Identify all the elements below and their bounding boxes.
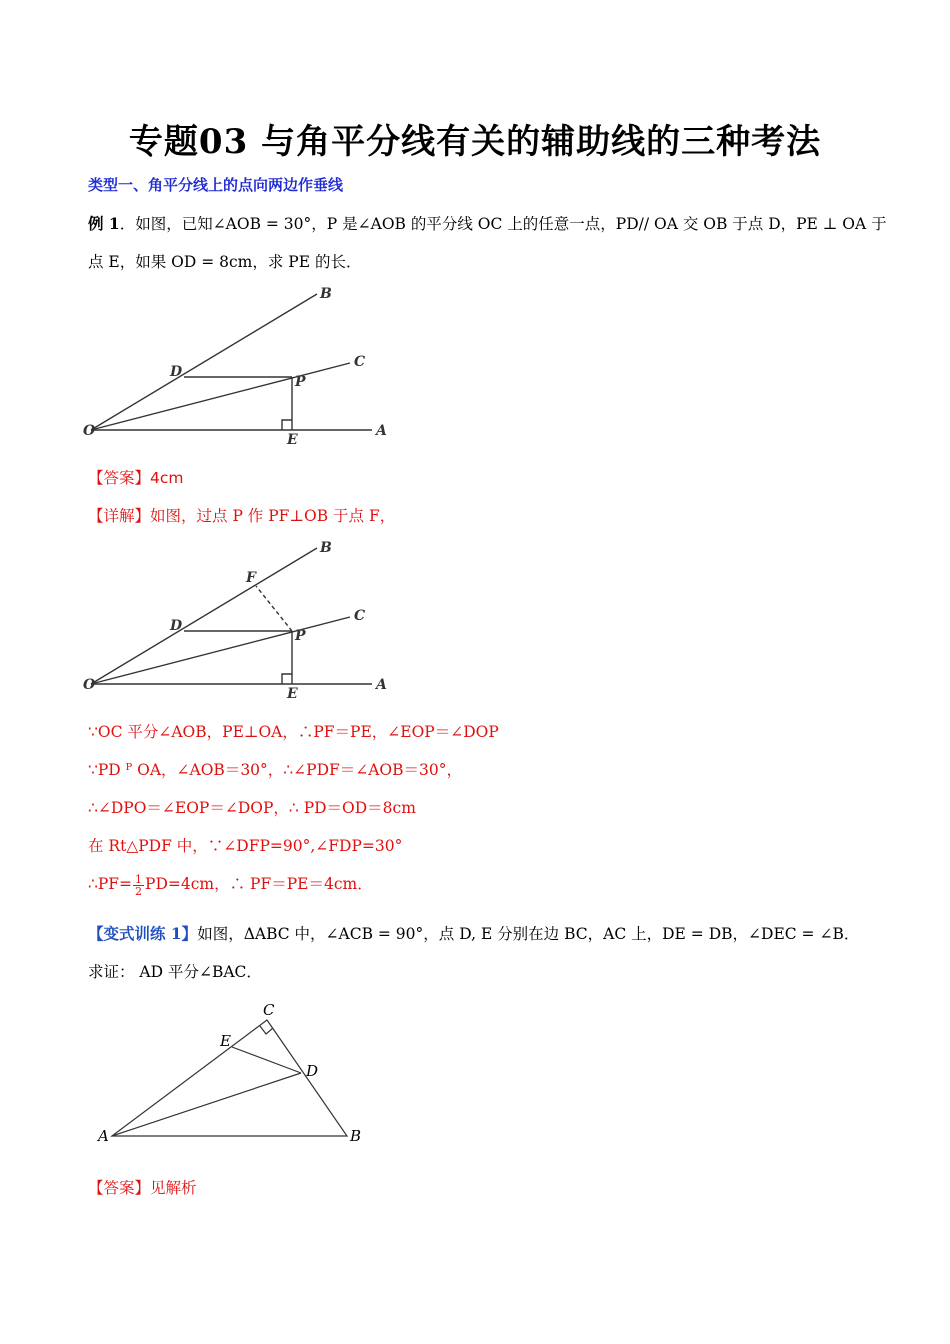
label-c: C	[263, 1001, 275, 1019]
page-title: 专题03 与角平分线有关的辅助线的三种考法	[128, 122, 822, 162]
label-d: D	[170, 618, 183, 634]
proof-line-2: ∵PD ᴾ OA，∠AOB＝30°，∴∠PDF＝∠AOB＝30°，	[88, 761, 463, 779]
figure-3	[92, 996, 382, 1156]
answer-1	[88, 466, 184, 488]
fraction-numerator: 1	[135, 872, 143, 886]
label-a: A	[376, 677, 387, 693]
label-a: A	[376, 423, 387, 439]
label-c: C	[354, 354, 366, 370]
detail-tag: 【详解】	[88, 507, 151, 525]
example-1-line-2: 点 E，如果 OD = 8cm，求 PE 的长．	[88, 253, 362, 271]
fraction-denominator: 2	[135, 884, 143, 898]
label-p: P	[295, 628, 306, 644]
label-b: B	[350, 1127, 362, 1145]
label-f: F	[246, 570, 256, 586]
label-d: D	[306, 1062, 319, 1080]
label-p: P	[295, 374, 306, 390]
detail-text: 如图，过点 P 作 PF⊥OB 于点 F，	[150, 507, 396, 525]
variant-1-line-1	[88, 922, 859, 944]
fraction-one-half	[133, 874, 144, 897]
variant-tag: 【变式训练 1】	[88, 924, 198, 943]
label-e: E	[220, 1032, 231, 1050]
answer-tag: 【答案】	[88, 1179, 151, 1197]
answer-value: 4cm	[150, 469, 184, 487]
ray-ob	[91, 548, 317, 684]
right-angle-mark	[282, 674, 292, 684]
variant-1-line-2: 求证： AD 平分∠BAC．	[88, 963, 262, 981]
example-1-line-1	[88, 212, 887, 234]
answer-2	[88, 1176, 197, 1198]
label-e: E	[287, 686, 298, 702]
right-angle-mark	[282, 420, 292, 430]
detail-line	[88, 504, 395, 526]
segment-ad	[112, 1073, 301, 1136]
label-b: B	[320, 286, 332, 302]
ray-oc	[91, 617, 350, 684]
label-b: B	[320, 540, 332, 556]
proof-line-5-pre: ∴PF=	[88, 875, 133, 893]
figure-2	[80, 534, 400, 704]
example-label: 例 1	[88, 214, 120, 233]
segment-pf-dashed	[256, 586, 292, 631]
label-o: O	[83, 423, 96, 439]
proof-line-5-post: PD=4cm，∴ PF＝PE＝4cm．	[145, 875, 373, 893]
proof-line-5	[88, 872, 373, 897]
section-heading: 类型一、角平分线上的点向两边作垂线	[88, 176, 344, 194]
proof-line-3: ∴∠DPO＝∠EOP＝∠DOP，∴ PD＝OD＝8cm	[88, 799, 416, 817]
ray-ob	[91, 294, 317, 430]
variant-text-1: 如图，ΔABC 中，∠ACB = 90°，点 D, E 分别在边 BC，AC 上，DE = DB，∠DEC = ∠B．	[197, 925, 860, 943]
label-o: O	[83, 677, 96, 693]
right-angle-mark	[260, 1026, 273, 1034]
proof-line-1: ∵OC 平分∠AOB，PE⊥OA，∴PF＝PE，∠EOP＝∠DOP	[88, 723, 499, 741]
answer-value: 见解析	[150, 1179, 197, 1197]
label-e: E	[287, 432, 298, 448]
label-a: A	[98, 1127, 109, 1145]
label-c: C	[354, 608, 366, 624]
figure-1	[80, 280, 400, 450]
example-text-1: ．如图，已知∠AOB = 30°，P 是∠AOB 的平分线 OC 上的任意一点，PD// OA 交 OB 于点 D，PE ⊥ OA 于	[119, 215, 887, 233]
label-d: D	[170, 364, 183, 380]
proof-line-4: 在 Rt△PDF 中，∵∠DFP=90°,∠FDP=30°	[88, 837, 403, 855]
answer-tag: 【答案】	[88, 469, 151, 487]
segment-ed	[232, 1047, 301, 1073]
ray-oc	[91, 363, 350, 430]
